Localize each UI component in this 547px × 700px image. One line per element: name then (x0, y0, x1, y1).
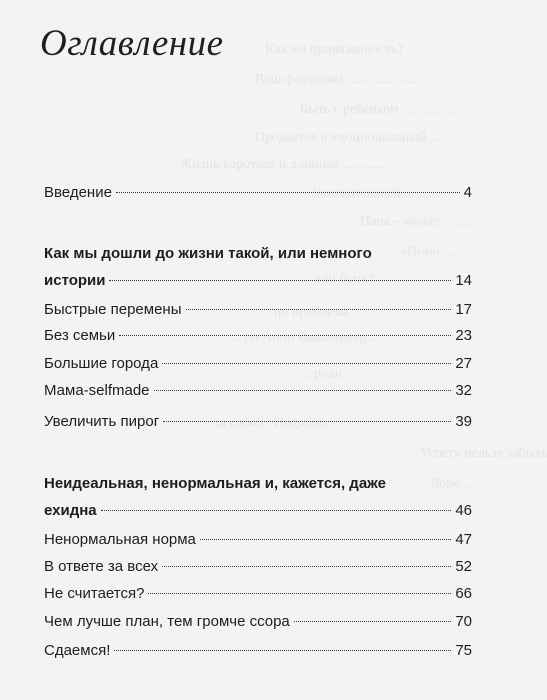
toc-entry-title: Сдаемся! (44, 642, 111, 659)
toc-entry-page: 17 (455, 301, 472, 318)
toc-entry[interactable] (44, 377, 472, 404)
dot-leader (186, 309, 452, 310)
dot-leader (119, 335, 451, 336)
dot-leader (200, 539, 451, 540)
toc-chapter-entry[interactable] (44, 240, 472, 294)
toc-entry[interactable] (44, 580, 472, 607)
toc-entry[interactable] (44, 408, 472, 435)
toc-entry-page: 75 (455, 642, 472, 659)
toc-entry[interactable] (44, 179, 472, 206)
toc-entry-page: 23 (455, 327, 472, 344)
toc-entry-page: 52 (455, 558, 472, 575)
toc-entry[interactable] (44, 553, 472, 580)
dot-leader (162, 363, 451, 364)
dot-leader (148, 593, 451, 594)
toc-entry-title: ехидна (44, 502, 97, 519)
dot-leader (101, 510, 452, 511)
toc-entry[interactable] (44, 296, 472, 323)
toc-entry-title: истории (44, 272, 106, 289)
dot-leader (162, 566, 451, 567)
toc-entry[interactable] (44, 350, 472, 377)
toc-entry-page: 47 (455, 531, 472, 548)
toc-entry-page: 39 (455, 413, 472, 430)
toc-entry-title: Введение (44, 184, 112, 201)
toc-entry[interactable] (44, 526, 472, 553)
toc-entry[interactable] (44, 608, 472, 635)
toc-entry-title: Большие города (44, 355, 159, 372)
toc-entry-title: Не считается? (44, 585, 145, 602)
page-title: Оглавление (40, 23, 224, 64)
toc-entry[interactable] (44, 637, 472, 664)
show-through-background: Как же привязанность? Ваш фантазмы .................... Быть с ребенком ................. Продается в эмоциональный ... Жизнь короткая и длинная ............. Замечательный .......... Папа – может ......... «Помо ... ... или быть? ... по проблема ... ... по Анни Вашенмеер ... ... роди ... ... за собой? Подобно ... Успеть нельзя забыть Лоре ... (180, 42, 547, 491)
toc-entry-title-line1: Как мы дошли до жизни такой, или немного (44, 245, 372, 262)
toc-chapter-entry[interactable] (44, 470, 472, 524)
toc-entry-page: 32 (455, 382, 472, 399)
toc-entry-title: Быстрые перемены (44, 301, 182, 318)
toc-entry-title: В ответе за всех (44, 558, 159, 575)
toc-entry-title-line1: Неидеальная, ненормальная и, кажется, даже (44, 475, 386, 492)
toc-entry-page: 4 (463, 184, 472, 201)
dot-leader (116, 192, 460, 193)
toc-entry-page: 27 (455, 355, 472, 372)
dot-leader (114, 650, 451, 651)
toc-entry-page: 66 (455, 585, 472, 602)
toc-entry-title: Увеличить пирог (44, 413, 160, 430)
toc-entry-page: 14 (455, 272, 472, 289)
toc-entry-title: Чем лучше план, тем громче ссора (44, 613, 290, 630)
dot-leader (294, 621, 452, 622)
toc-entry-page: 46 (455, 502, 472, 519)
toc-entry-title: Мама-selfmade (44, 382, 150, 399)
toc-entry-page: 70 (455, 613, 472, 630)
dot-leader (154, 390, 452, 391)
dot-leader (163, 421, 451, 422)
toc-entry[interactable] (44, 322, 472, 349)
dot-leader (109, 280, 451, 281)
toc-entry-title: Без семьи (44, 327, 116, 344)
toc-entry-title: Ненормальная норма (44, 531, 196, 548)
